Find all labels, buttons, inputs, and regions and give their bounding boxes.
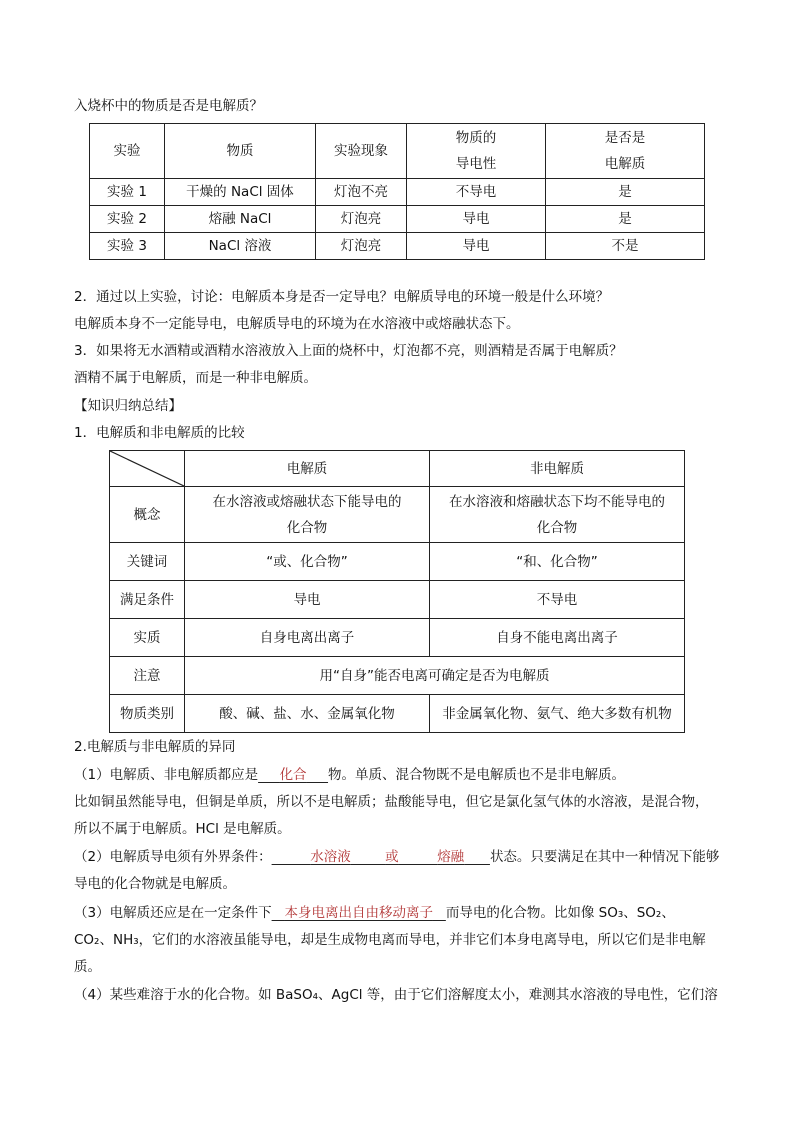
table-row (110, 619, 685, 657)
concept-non-electrolyte (430, 487, 685, 543)
table-cell: 是 (546, 206, 705, 233)
row-label-essence: 实质 (110, 619, 185, 657)
paragraph-1-start: （1）电解质、非电解质都应是 (74, 767, 259, 783)
table-row (90, 233, 705, 260)
concept-electrolyte-line1: 在水溶液或熔融状态下能导电的 (212, 493, 402, 510)
row-label-keyword: 关键词 (110, 543, 185, 581)
table-row (110, 657, 685, 695)
header-non-electrolyte: 非电解质 (430, 451, 685, 487)
table-cell: 灯泡亮 (316, 206, 407, 233)
paragraph-1 (74, 765, 625, 785)
header-is-electrolyte-line2: 电解质 (604, 156, 646, 172)
table-cell: 不是 (546, 233, 705, 260)
summary-heading: 【知识归纳总结】 (74, 398, 182, 414)
header-conductivity (407, 124, 546, 179)
header-conductivity-line2: 导电性 (455, 156, 497, 172)
paragraph-2-line2: 导电的化合物就是电解质。 (74, 876, 236, 892)
header-substance: 物质 (165, 124, 316, 179)
question-2: 2．通过以上实验，讨论：电解质本身是否一定导电？电解质导电的环境一般是什么环境？ (74, 289, 610, 305)
table-cell: 实验 3 (90, 233, 165, 260)
keyword-electrolyte: “或、化合物” (185, 543, 430, 581)
answer-blank-text: 本身电离出自由移动离子 (284, 905, 433, 921)
paragraph-2-start: （2）电解质导电须有外界条件： (74, 849, 272, 865)
paragraph-2-end: 状态。只要满足在其中一种情况下能够 (489, 849, 720, 865)
row-label-concept: 概念 (110, 487, 185, 543)
condition-electrolyte: 导电 (185, 581, 430, 619)
table-cell: 干燥的 NaCl 固体 (165, 179, 316, 206)
table-cell: 实验 1 (90, 179, 165, 206)
answer-blank-text: 熔融 (437, 849, 465, 865)
category-non-electrolyte: 非金属氧化物、氨气、绝大多数有机物 (430, 695, 685, 733)
comparison-table (109, 450, 685, 733)
paragraph-2 (74, 847, 719, 867)
table-row (110, 695, 685, 733)
question-3: 3．如果将无水酒精或酒精水溶液放入上面的烧杯中，灯泡都不亮，则酒精是否属于电解质？ (74, 343, 623, 359)
keyword-non-electrolyte: “和、化合物” (430, 543, 685, 581)
header-is-electrolyte (546, 124, 705, 179)
paragraph-1-line2: 比如铜虽然能导电，但铜是单质，所以不是电解质；盐酸能导电，但它是氯化氢气体的水溶液，是混合物， (74, 794, 709, 810)
paragraph-3-line2: CO₂、NH₃，它们的水溶液虽能导电，却是生成物电离而导电，并非它们本身电离导电，所以它们是非电解 (74, 932, 706, 948)
note-cell: 用“自身”能否电离可确定是否为电解质 (185, 657, 685, 695)
answer-blank-text: 化合 (279, 767, 307, 783)
table-row (90, 179, 705, 206)
concept-non-electrolyte-line1: 在水溶液和熔融状态下均不能导电的 (449, 493, 665, 510)
paragraph-3-start: （3）电解质还应是在一定条件下 (74, 905, 272, 921)
header-is-electrolyte-line1: 是否是 (604, 130, 646, 146)
row-label-condition: 满足条件 (110, 581, 185, 619)
table-row (110, 543, 685, 581)
table-cell: NaCl 溶液 (165, 233, 316, 260)
concept-electrolyte-line2: 化合物 (286, 519, 328, 536)
header-experiment: 实验 (90, 124, 165, 179)
table-row (110, 487, 685, 543)
table-cell: 灯泡亮 (316, 233, 407, 260)
header-electrolyte: 电解质 (185, 451, 430, 487)
header-phenomenon: 实验现象 (316, 124, 407, 179)
table-row (110, 581, 685, 619)
essence-electrolyte: 自身电离出离子 (185, 619, 430, 657)
table-cell: 导电 (407, 233, 546, 260)
table-cell: 不导电 (407, 179, 546, 206)
concept-non-electrolyte-line2: 化合物 (536, 519, 578, 536)
table-cell: 实验 2 (90, 206, 165, 233)
answer-2: 电解质本身不一定能导电，电解质导电的环境为在水溶液中或熔融状态下。 (74, 316, 520, 332)
answer-blank-or: 或 (385, 849, 399, 865)
paragraph-3-line3: 质。 (74, 959, 101, 975)
intro-line: 入烧杯中的物质是否是电解质？ (74, 98, 263, 114)
row-label-note: 注意 (110, 657, 185, 695)
answer-blank (272, 905, 446, 921)
paragraph-3 (74, 903, 675, 923)
table-cell: 熔融 NaCl (165, 206, 316, 233)
concept-electrolyte (185, 487, 430, 543)
condition-non-electrolyte: 不导电 (430, 581, 685, 619)
section-2-title: 2.电解质与非电解质的异同 (74, 739, 236, 755)
paragraph-3-end: 而导电的化合物。比如像 SO₃、SO₂、 (445, 905, 675, 921)
corner-cell (110, 451, 185, 487)
table-cell: 是 (546, 179, 705, 206)
experiment-table (89, 123, 705, 260)
answer-blank-text: 水溶液 (310, 849, 351, 865)
essence-non-electrolyte: 自身不能电离出离子 (430, 619, 685, 657)
diagonal-line-icon (110, 451, 184, 486)
answer-blank (272, 849, 490, 865)
paragraph-1-end: 物。单质、混合物既不是电解质也不是非电解质。 (328, 767, 626, 783)
paragraph-4: （4）某些难溶于水的化合物。如 BaSO₄、AgCl 等，由于它们溶解度太小，难测其水溶液的导电性，它们溶 (74, 987, 718, 1003)
answer-blank (258, 767, 328, 783)
category-electrolyte: 酸、碱、盐、水、金属氧化物 (185, 695, 430, 733)
section-1-title: 1．电解质和非电解质的比较 (74, 425, 245, 441)
answer-3: 酒精不属于电解质，而是一种非电解质。 (74, 370, 317, 386)
header-conductivity-line1: 物质的 (455, 130, 497, 146)
table-cell: 导电 (407, 206, 546, 233)
paragraph-1-line3: 所以不属于电解质。HCl 是电解质。 (74, 821, 291, 837)
row-label-category: 物质类别 (110, 695, 185, 733)
table-row (90, 206, 705, 233)
table-cell: 灯泡不亮 (316, 179, 407, 206)
